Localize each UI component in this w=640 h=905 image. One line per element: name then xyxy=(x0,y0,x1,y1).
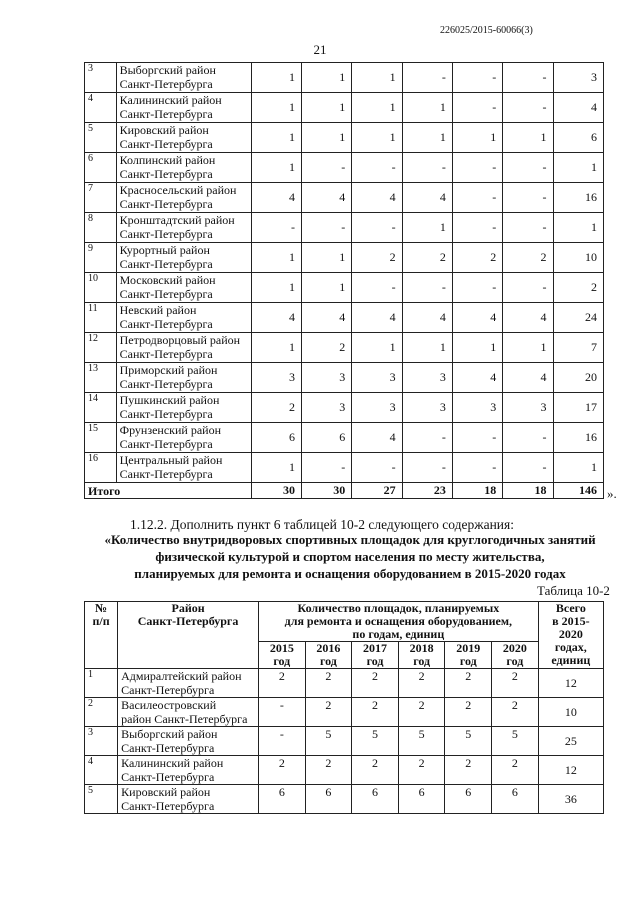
district-line: Санкт-Петербурга xyxy=(119,377,213,391)
year-cell: 1 xyxy=(301,273,351,303)
year-cell: 5 xyxy=(445,727,492,756)
year-cell: 1 xyxy=(251,63,301,93)
district-line: Санкт-Петербурга xyxy=(119,347,213,361)
header-text: п/п xyxy=(92,614,110,628)
year-cell: 2 xyxy=(445,669,492,698)
year-cell: 1 xyxy=(352,93,402,123)
district-line: Курортный район xyxy=(119,243,210,257)
row-number: 13 xyxy=(85,363,117,393)
header-text: в 2015- xyxy=(552,614,590,628)
district-line: район Санкт-Петербурга xyxy=(121,712,248,726)
district-line: Центральный район xyxy=(119,453,223,467)
year-cell: 3 xyxy=(301,363,351,393)
year-cell: 4 xyxy=(301,183,351,213)
table-row xyxy=(85,153,604,183)
district-line: Санкт-Петербурга xyxy=(121,770,215,784)
year-cell: 1 xyxy=(352,333,402,363)
table-caption: Таблица 10-2 xyxy=(537,583,610,598)
col-header-quantity xyxy=(259,602,539,642)
year-cell: 5 xyxy=(352,727,399,756)
year-cell: 1 xyxy=(251,333,301,363)
year-cell: 2 xyxy=(445,698,492,727)
row-number: 1 xyxy=(85,669,118,698)
header-text: Санкт-Петербурга xyxy=(137,614,239,628)
header-text: Всего xyxy=(555,601,586,615)
year-cell: 2 xyxy=(398,669,445,698)
district-line: Калининский район xyxy=(121,756,224,770)
district-name xyxy=(116,213,251,243)
year-cell: 3 xyxy=(503,393,553,423)
year-cell: 6 xyxy=(398,785,445,814)
closing-quote: ». xyxy=(607,486,617,501)
total-cell: 4 xyxy=(553,93,603,123)
year-cell: 3 xyxy=(352,393,402,423)
table-row xyxy=(85,727,604,756)
year-cell: 4 xyxy=(251,303,301,333)
year-cell: 2 xyxy=(398,698,445,727)
header-text: для ремонта и оснащения оборудованием, xyxy=(284,614,513,628)
header-text: годах, xyxy=(554,640,587,654)
row-number: 11 xyxy=(85,303,117,333)
district-line: Санкт-Петербурга xyxy=(119,467,213,481)
year-cell: 4 xyxy=(503,363,553,393)
table-row xyxy=(85,183,604,213)
total-cell: 1 xyxy=(553,153,603,183)
year-cell: 2 xyxy=(503,243,553,273)
district-name xyxy=(118,669,259,698)
total-cell: 6 xyxy=(553,123,603,153)
year-cell: - xyxy=(352,153,402,183)
year-cell: 1 xyxy=(251,153,301,183)
district-line: Василеостровский xyxy=(121,698,217,712)
heading-line: физической культурой и спортом населения по месту жительства, xyxy=(155,549,545,564)
year-cell: - xyxy=(503,63,553,93)
page-number: 21 xyxy=(313,42,327,57)
year-cell: 4 xyxy=(301,303,351,333)
table-row xyxy=(85,393,604,423)
year-cell: 1 xyxy=(503,333,553,363)
year-cell: 4 xyxy=(352,423,402,453)
year-cell: 2 xyxy=(492,669,539,698)
total-value: 27 xyxy=(352,483,402,499)
row-number: 14 xyxy=(85,393,117,423)
table-row xyxy=(85,93,604,123)
year-cell: - xyxy=(402,423,452,453)
total-cell: 20 xyxy=(553,363,603,393)
year-cell: 4 xyxy=(352,303,402,333)
district-name xyxy=(118,785,259,814)
year-cell: 4 xyxy=(402,303,452,333)
year-cell: 1 xyxy=(352,123,402,153)
year-unit: год xyxy=(366,654,384,668)
year-cell: - xyxy=(352,213,402,243)
year-cell: - xyxy=(402,63,452,93)
year-header xyxy=(305,642,352,669)
year-unit: год xyxy=(319,654,337,668)
district-line: Санкт-Петербурга xyxy=(119,317,213,331)
year-cell: 1 xyxy=(301,123,351,153)
district-name xyxy=(116,333,251,363)
district-line: Красносельский район xyxy=(119,183,237,197)
district-name xyxy=(116,273,251,303)
year-cell: 5 xyxy=(305,727,352,756)
year-cell: 1 xyxy=(251,93,301,123)
row-number: 10 xyxy=(85,273,117,303)
district-line: Санкт-Петербурга xyxy=(119,167,213,181)
year-cell: - xyxy=(402,453,452,483)
year-cell: 1 xyxy=(503,123,553,153)
year-cell: - xyxy=(352,453,402,483)
district-line: Колпинский район xyxy=(119,153,216,167)
year-cell: - xyxy=(402,153,452,183)
district-line: Санкт-Петербурга xyxy=(121,799,215,813)
district-line: Санкт-Петербурга xyxy=(119,437,213,451)
year-label: 2020 xyxy=(502,641,527,655)
table-10-2 xyxy=(84,601,604,814)
row-number: 7 xyxy=(85,183,117,213)
year-unit: год xyxy=(413,654,431,668)
year-cell: 1 xyxy=(402,123,452,153)
year-cell: 3 xyxy=(402,393,452,423)
year-header xyxy=(445,642,492,669)
year-label: 2016 xyxy=(316,641,341,655)
year-cell: - xyxy=(503,423,553,453)
year-cell: - xyxy=(503,273,553,303)
table-row xyxy=(85,363,604,393)
district-line: Кировский район xyxy=(119,123,209,137)
total-value: 146 xyxy=(553,483,603,499)
year-header xyxy=(398,642,445,669)
year-cell: - xyxy=(301,213,351,243)
year-cell: 3 xyxy=(402,363,452,393)
district-name xyxy=(116,123,251,153)
year-cell: - xyxy=(452,63,502,93)
total-value: 30 xyxy=(301,483,351,499)
year-cell: - xyxy=(503,183,553,213)
year-cell: 2 xyxy=(445,756,492,785)
year-cell: 1 xyxy=(402,93,452,123)
district-name xyxy=(118,727,259,756)
year-cell: 6 xyxy=(305,785,352,814)
row-number: 2 xyxy=(85,698,118,727)
row-number: 5 xyxy=(85,785,118,814)
district-line: Кировский район xyxy=(121,785,211,799)
district-line: Санкт-Петербурга xyxy=(119,107,213,121)
year-cell: 2 xyxy=(452,243,502,273)
year-cell: - xyxy=(503,93,553,123)
year-cell: 5 xyxy=(398,727,445,756)
total-cell: 24 xyxy=(553,303,603,333)
table-row xyxy=(85,333,604,363)
district-line: Кронштадтский район xyxy=(119,213,235,227)
year-cell: 2 xyxy=(352,698,399,727)
year-cell: 2 xyxy=(352,669,399,698)
year-cell: 1 xyxy=(251,453,301,483)
row-number: 4 xyxy=(85,93,117,123)
district-name xyxy=(116,363,251,393)
col-header-number xyxy=(85,602,118,669)
table-row xyxy=(85,669,604,698)
district-name xyxy=(116,153,251,183)
header-text: Район xyxy=(171,601,205,615)
year-cell: - xyxy=(452,93,502,123)
district-line: Фрунзенский район xyxy=(119,423,222,437)
district-name xyxy=(116,423,251,453)
year-label: 2019 xyxy=(456,641,481,655)
row-number: 3 xyxy=(85,63,117,93)
year-cell: 4 xyxy=(452,363,502,393)
year-cell: - xyxy=(503,453,553,483)
district-line: Санкт-Петербурга xyxy=(119,257,213,271)
year-cell: 1 xyxy=(402,333,452,363)
district-line: Санкт-Петербурга xyxy=(119,197,213,211)
district-name xyxy=(116,63,251,93)
year-cell: - xyxy=(352,273,402,303)
table-row xyxy=(85,273,604,303)
year-cell: - xyxy=(301,453,351,483)
year-cell: - xyxy=(452,153,502,183)
year-label: 2017 xyxy=(363,641,388,655)
header-text: 2020 xyxy=(558,627,583,641)
district-line: Невский район xyxy=(119,303,197,317)
district-line: Выборгский район xyxy=(121,727,218,741)
district-name xyxy=(116,243,251,273)
district-name xyxy=(116,183,251,213)
year-cell: 4 xyxy=(452,303,502,333)
district-line: Санкт-Петербурга xyxy=(119,137,213,151)
year-header xyxy=(492,642,539,669)
amendment-paragraph: 1.12.2. Дополнить пункт 6 таблицей 10-2 следующего содержания: xyxy=(130,517,514,532)
year-cell: 1 xyxy=(301,243,351,273)
district-line: Калининский район xyxy=(119,93,222,107)
district-line: Московский район xyxy=(119,273,216,287)
year-unit: год xyxy=(273,654,291,668)
district-line: Санкт-Петербурга xyxy=(121,741,215,755)
table-row xyxy=(85,453,604,483)
heading-line: планируемых для ремонта и оснащения оборудованием в 2015-2020 годах xyxy=(134,566,566,581)
year-cell: 6 xyxy=(259,785,306,814)
year-cell: 2 xyxy=(305,756,352,785)
year-cell: 2 xyxy=(352,243,402,273)
row-number: 12 xyxy=(85,333,117,363)
table-heading xyxy=(90,531,610,582)
year-cell: 4 xyxy=(352,183,402,213)
year-cell: 4 xyxy=(503,303,553,333)
year-cell: 1 xyxy=(452,123,502,153)
year-cell: - xyxy=(301,153,351,183)
year-cell: 1 xyxy=(251,123,301,153)
table-row xyxy=(85,785,604,814)
year-cell: 2 xyxy=(402,243,452,273)
table-row xyxy=(85,698,604,727)
year-label: 2015 xyxy=(269,641,294,655)
header-text: по годам, единиц xyxy=(352,627,445,641)
district-line: Пушкинский район xyxy=(119,393,220,407)
year-cell: 3 xyxy=(301,393,351,423)
total-cell: 2 xyxy=(553,273,603,303)
district-line: Санкт-Петербурга xyxy=(119,77,213,91)
year-cell: 4 xyxy=(251,183,301,213)
col-header-district xyxy=(118,602,259,669)
total-value: 18 xyxy=(503,483,553,499)
district-line: Выборгский район xyxy=(119,63,216,77)
year-cell: 1 xyxy=(301,93,351,123)
district-name xyxy=(116,453,251,483)
year-unit: год xyxy=(506,654,524,668)
year-cell: 3 xyxy=(251,363,301,393)
district-line: Санкт-Петербурга xyxy=(119,227,213,241)
year-cell: 3 xyxy=(452,393,502,423)
row-number: 6 xyxy=(85,153,117,183)
year-cell: 6 xyxy=(251,423,301,453)
year-cell: 3 xyxy=(352,363,402,393)
district-line: Адмиралтейский район xyxy=(121,669,242,683)
district-line: Санкт-Петербурга xyxy=(121,683,215,697)
table-row xyxy=(85,303,604,333)
year-cell: 5 xyxy=(492,727,539,756)
row-number: 16 xyxy=(85,453,117,483)
row-number: 3 xyxy=(85,727,118,756)
total-cell: 25 xyxy=(538,727,603,756)
table-row xyxy=(85,423,604,453)
year-cell: 6 xyxy=(492,785,539,814)
row-number: 15 xyxy=(85,423,117,453)
col-header-total xyxy=(538,602,603,669)
year-cell: - xyxy=(251,213,301,243)
year-cell: - xyxy=(452,183,502,213)
total-cell: 17 xyxy=(553,393,603,423)
row-number: 5 xyxy=(85,123,117,153)
total-cell: 7 xyxy=(553,333,603,363)
year-cell: 2 xyxy=(492,756,539,785)
year-header xyxy=(352,642,399,669)
total-value: 23 xyxy=(402,483,452,499)
district-name xyxy=(118,756,259,785)
table-row xyxy=(85,756,604,785)
total-cell: 12 xyxy=(538,756,603,785)
year-cell: - xyxy=(452,453,502,483)
district-table-continued xyxy=(84,62,604,499)
district-name xyxy=(116,393,251,423)
total-cell: 16 xyxy=(553,423,603,453)
total-cell: 3 xyxy=(553,63,603,93)
total-cell: 12 xyxy=(538,669,603,698)
year-cell: - xyxy=(259,727,306,756)
total-cell: 10 xyxy=(538,698,603,727)
year-cell: 2 xyxy=(259,669,306,698)
year-cell: - xyxy=(452,213,502,243)
year-cell: 1 xyxy=(301,63,351,93)
table-row xyxy=(85,63,604,93)
district-line: Санкт-Петербурга xyxy=(119,287,213,301)
year-label: 2018 xyxy=(409,641,434,655)
table-row xyxy=(85,243,604,273)
heading-line: «Количество внутридворовых спортивных площадок для круглогодичных занятий xyxy=(104,532,596,547)
year-cell: 1 xyxy=(452,333,502,363)
year-cell: 6 xyxy=(445,785,492,814)
year-cell: 2 xyxy=(301,333,351,363)
year-cell: 1 xyxy=(251,243,301,273)
year-cell: - xyxy=(402,273,452,303)
header-text: Количество площадок, планируемых xyxy=(297,601,500,615)
year-cell: 2 xyxy=(492,698,539,727)
total-cell: 36 xyxy=(538,785,603,814)
year-unit: год xyxy=(459,654,477,668)
document-number: 226025/2015-60066(3) xyxy=(440,25,533,36)
year-cell: - xyxy=(452,423,502,453)
total-cell: 1 xyxy=(553,213,603,243)
district-line: Петродворцовый район xyxy=(119,333,241,347)
year-cell: 1 xyxy=(251,273,301,303)
row-number: 9 xyxy=(85,243,117,273)
header-text: единиц xyxy=(551,653,591,667)
total-label: Итого xyxy=(85,483,252,499)
year-cell: 6 xyxy=(301,423,351,453)
district-name xyxy=(116,303,251,333)
year-cell: 1 xyxy=(402,213,452,243)
district-name xyxy=(118,698,259,727)
total-row xyxy=(85,483,604,499)
year-cell: - xyxy=(259,698,306,727)
row-number: 4 xyxy=(85,756,118,785)
year-cell: 4 xyxy=(402,183,452,213)
total-value: 18 xyxy=(452,483,502,499)
total-cell: 16 xyxy=(553,183,603,213)
year-cell: 2 xyxy=(305,669,352,698)
row-number: 8 xyxy=(85,213,117,243)
year-cell: 1 xyxy=(352,63,402,93)
year-cell: - xyxy=(503,153,553,183)
year-cell: - xyxy=(452,273,502,303)
total-value: 30 xyxy=(251,483,301,499)
year-header xyxy=(259,642,306,669)
table-row xyxy=(85,213,604,243)
header-text: № xyxy=(95,601,108,615)
year-cell: 2 xyxy=(251,393,301,423)
total-cell: 10 xyxy=(553,243,603,273)
year-cell: 2 xyxy=(305,698,352,727)
district-line: Санкт-Петербурга xyxy=(119,407,213,421)
district-name xyxy=(116,93,251,123)
total-cell: 1 xyxy=(553,453,603,483)
district-line: Приморский район xyxy=(119,363,218,377)
year-cell: 2 xyxy=(352,756,399,785)
year-cell: 2 xyxy=(398,756,445,785)
year-cell: - xyxy=(503,213,553,243)
table-row xyxy=(85,123,604,153)
year-cell: 2 xyxy=(259,756,306,785)
year-cell: 6 xyxy=(352,785,399,814)
